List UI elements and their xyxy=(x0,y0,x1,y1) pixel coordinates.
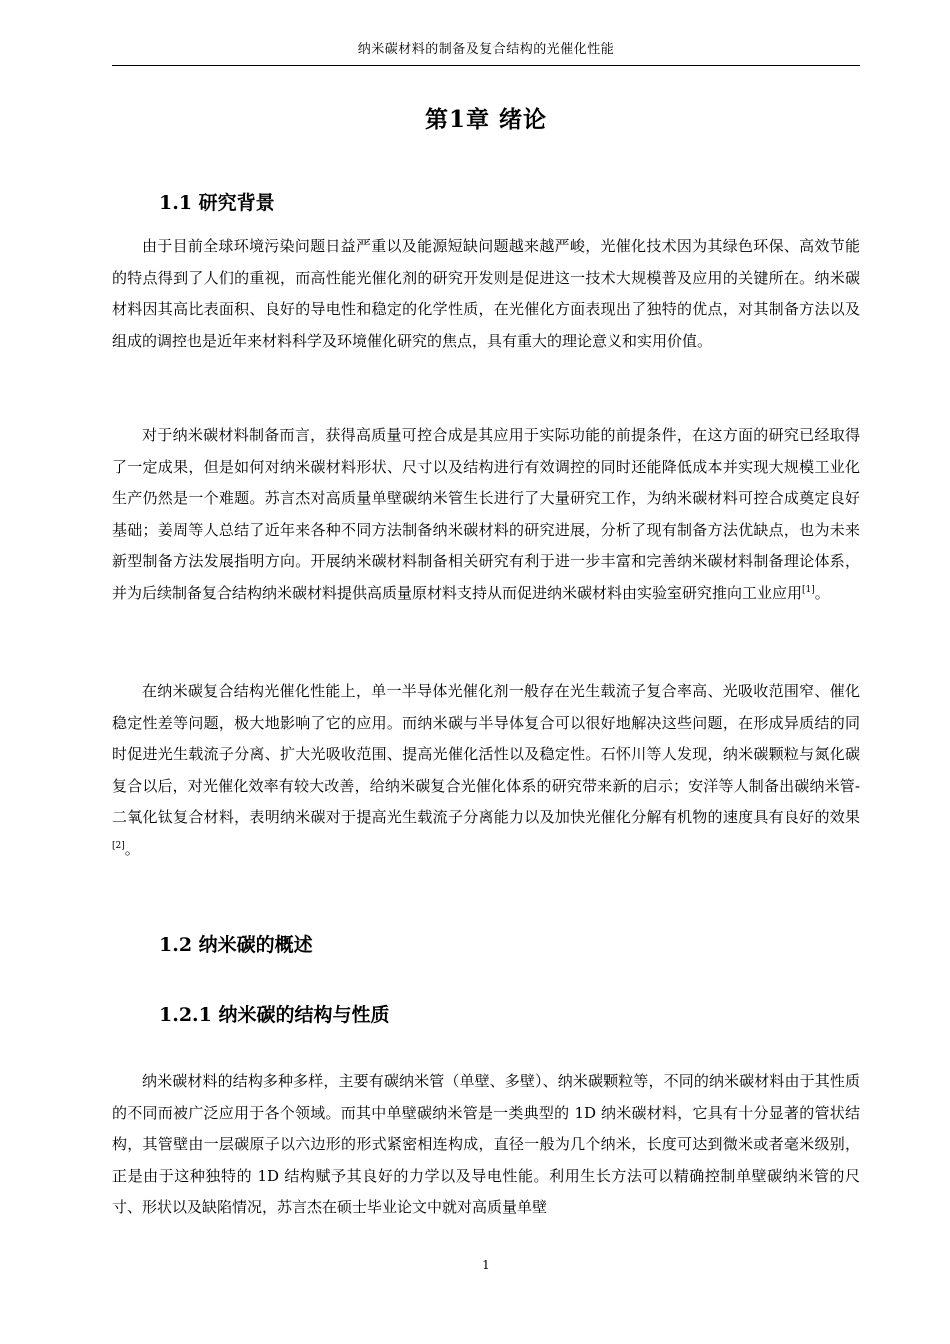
section-heading-1-2-1: 1.2.1 纳米碳的结构与性质 xyxy=(159,1004,390,1026)
section-heading-1-1: 1.1 研究背景 xyxy=(159,192,275,214)
section-heading-1-2: 1.2 纳米碳的概述 xyxy=(159,934,313,956)
paragraph-text: 在纳米碳复合结构光催化性能上，单一半导体光催化剂一般存在光生载流子复合率高、光吸收范围窄、催化稳定性差等问题，极大地影响了它的应用。而纳米碳与半导体复合可以很好地解决这些问题，在形成异质结的同时促进光生载流子分离、扩大光吸收范围、提高光催化活性以及稳定性。石怀川等人发现，纳米碳颗粒与氮化碳复合以后，对光催化效率有较大改善，给纳米碳复合光催化体系的研究带来新的启示；安洋等人制备出碳纳米管-二氧化钛复合材料，表明纳米碳对于提高光生载流子分离能力以及加快光催化分解有机物的速度具有良好的效果 xyxy=(112,682,860,826)
chapter-title: 第1章 绪论 xyxy=(424,106,547,133)
paragraph-1-2-1-a: 纳米碳材料的结构多种多样，主要有碳纳米管（单壁、多壁）、纳米碳颗粒等，不同的纳米碳材料由于其性质的不同而被广泛应用于各个领域。而其中单壁碳纳米管是一类典型的 1D 纳米碳材料，它具有十分显著的管状结构，其管壁由一层碳原子以六边形的形式紧密相连构成，直径一般为几个纳米，长度可达到微米或者毫米级别，正是由于这种独特的 1D 结构赋予其良好的力学以及导电性能。利用生长方法可以精确控制单壁碳纳米管的尺寸、形状以及缺陷情况，苏言杰在硕士毕业论文中就对高质量单壁 xyxy=(112,1072,860,1216)
paragraph-1-1-b xyxy=(112,420,860,609)
paragraph-1-1-a: 由于目前全球环境污染问题日益严重以及能源短缺问题越来越严峻，光催化技术因为其绿色环保、高效节能的特点得到了人们的重视，而高性能光催化剂的研究开发则是促进这一技术大规模普及应用的关键所在。纳米碳材料因其高比表面积、良好的导电性和稳定的化学性质，在光催化方面表现出了独特的优点，对其制备方法以及组成的调控也是近年来材料科学及环境催化研究的焦点，具有重大的理论意义和实用价值。 xyxy=(112,237,860,350)
paragraph-end: 。 xyxy=(814,583,830,602)
citation-ref: [2] xyxy=(112,840,125,851)
paragraph-1-1-c xyxy=(112,676,860,865)
page-number: 1 xyxy=(482,1258,490,1272)
running-header: 纳米碳材料的制备及复合结构的光催化性能 xyxy=(357,42,615,57)
paragraph-text: 对于纳米碳材料制备而言，获得高质量可控合成是其应用于实际功能的前提条件，在这方面的研究已经取得了一定成果，但是如何对纳米碳材料形状、尺寸以及结构进行有效调控的同时还能降低成本并实现大规模工业化生产仍然是一个难题。苏言杰对高质量单壁碳纳米管生长进行了大量研究工作，为纳米碳材料可控合成奠定良好基础；姜周等人总结了近年来各种不同方法制备纳米碳材料的研究进展，分析了现有制备方法优缺点，也为未来新型制备方法发展指明方向。开展纳米碳材料制备相关研究有利于进一步丰富和完善纳米碳材料制备理论体系，并为后续制备复合结构纳米碳材料提供高质量原材料支持从而促进纳米碳材料由实验室研究推向工业应用 xyxy=(112,426,860,602)
citation-ref: [1] xyxy=(802,584,815,595)
paragraph-end: 。 xyxy=(124,839,140,858)
header-divider xyxy=(112,65,860,66)
